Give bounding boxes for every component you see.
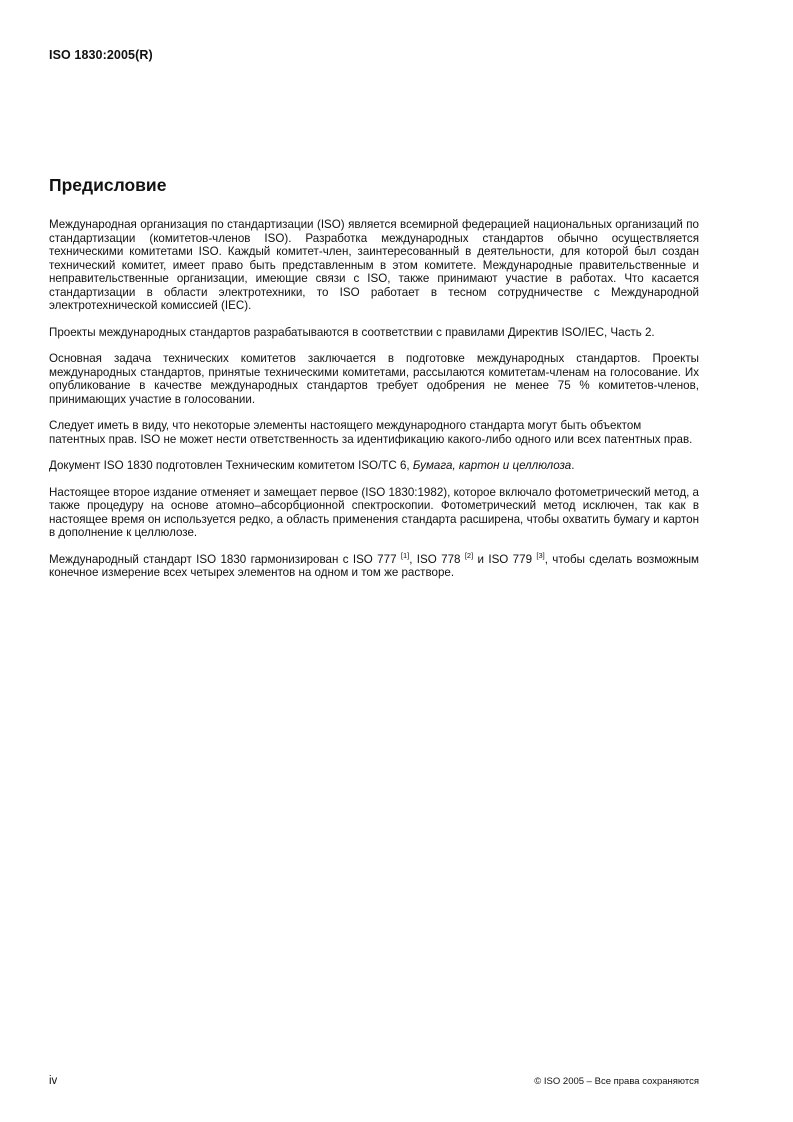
foreword-body: [49, 218, 699, 593]
paragraph-iso-organization: Международная организация по стандартизации (ISO) является всемирной федерацией национальных организаций по стандартизации (комитетов-членов ISO). Разработка международных стандартов обычно осуществляется техническими комитетами ISO. Каждый комитет-член, заинтересованный в деятельности, для которой был создан технический комитет, имеет право быть представленным в этом комитете. Международные правительственные и неправительственные организации, имеющие связи с ISO, также принимают участие в работах. Что касается стандартизации в области электротехники, то ISO работает в тесном сотрудничестве с Международной электротехнической комиссией (IEC).: [49, 218, 699, 312]
page-number: iv: [49, 1075, 58, 1087]
document-code: ISO 1830:2005(R): [49, 48, 153, 62]
reference-3: [3]: [536, 550, 545, 560]
paragraph-second-edition: Настоящее второе издание отменяет и замещает первое (ISO 1830:1982), которое включало фотометрический метод, а также процедуру на основе атомно–абсорбционной спектроскопии. Фотометрический метод исключен, так как в настоящее время он используется редко, а область применения стандарта расширена, чтобы охватить бумагу и картон в дополнение к целлюлозе.: [49, 485, 700, 539]
paragraph-committees-task: Основная задача технических комитетов заключается в подготовке международных стандартов. Проекты международных стандартов, принятые техническими комитетами, рассылаются комитетам-членам на голосование. Их опубликование в качестве международных стандартов требует одобрения не менее 75 % комитетов-членов, принимающих участие в голосовании.: [49, 352, 699, 406]
prepared-by-text: Документ ISO 1830 подготовлен Техническим комитетом ISO/TC 6,: [49, 459, 413, 472]
copyright-notice: © ISO 2005 – Все права сохраняются: [534, 1076, 699, 1087]
paragraph-directives: Проекты международных стандартов разрабатываются в соответствии с правилами Директив ISO/IEC, Часть 2.: [49, 325, 655, 339]
paragraph-prepared-by: [49, 459, 699, 473]
paragraph-harmonization: [49, 550, 700, 580]
harmonization-text-3: и ISO 779: [473, 552, 537, 566]
reference-1: [1]: [400, 550, 410, 560]
reference-2: [2]: [464, 550, 474, 560]
prepared-by-end: .: [571, 459, 575, 472]
harmonization-text-2: , ISO 778: [409, 552, 465, 566]
committee-title-italic: Бумага, картон и целлюлоза: [412, 459, 572, 472]
page-title: Предисловие: [49, 175, 167, 195]
paragraph-patent-rights: Следует иметь в виду, что некоторые элементы настоящего международного стандарта могут быть объектом патентных прав. ISO не может нести ответственность за идентификацию какого-либо одного или всех патентных прав.: [49, 419, 693, 446]
harmonization-text-1: Международный стандарт ISO 1830 гармонизирован с ISO 777: [49, 552, 401, 566]
harmonization-text-4: , чтобы сделать возможным конечное измерение всех четырех элементов на одном и том же растворе.: [49, 552, 700, 579]
